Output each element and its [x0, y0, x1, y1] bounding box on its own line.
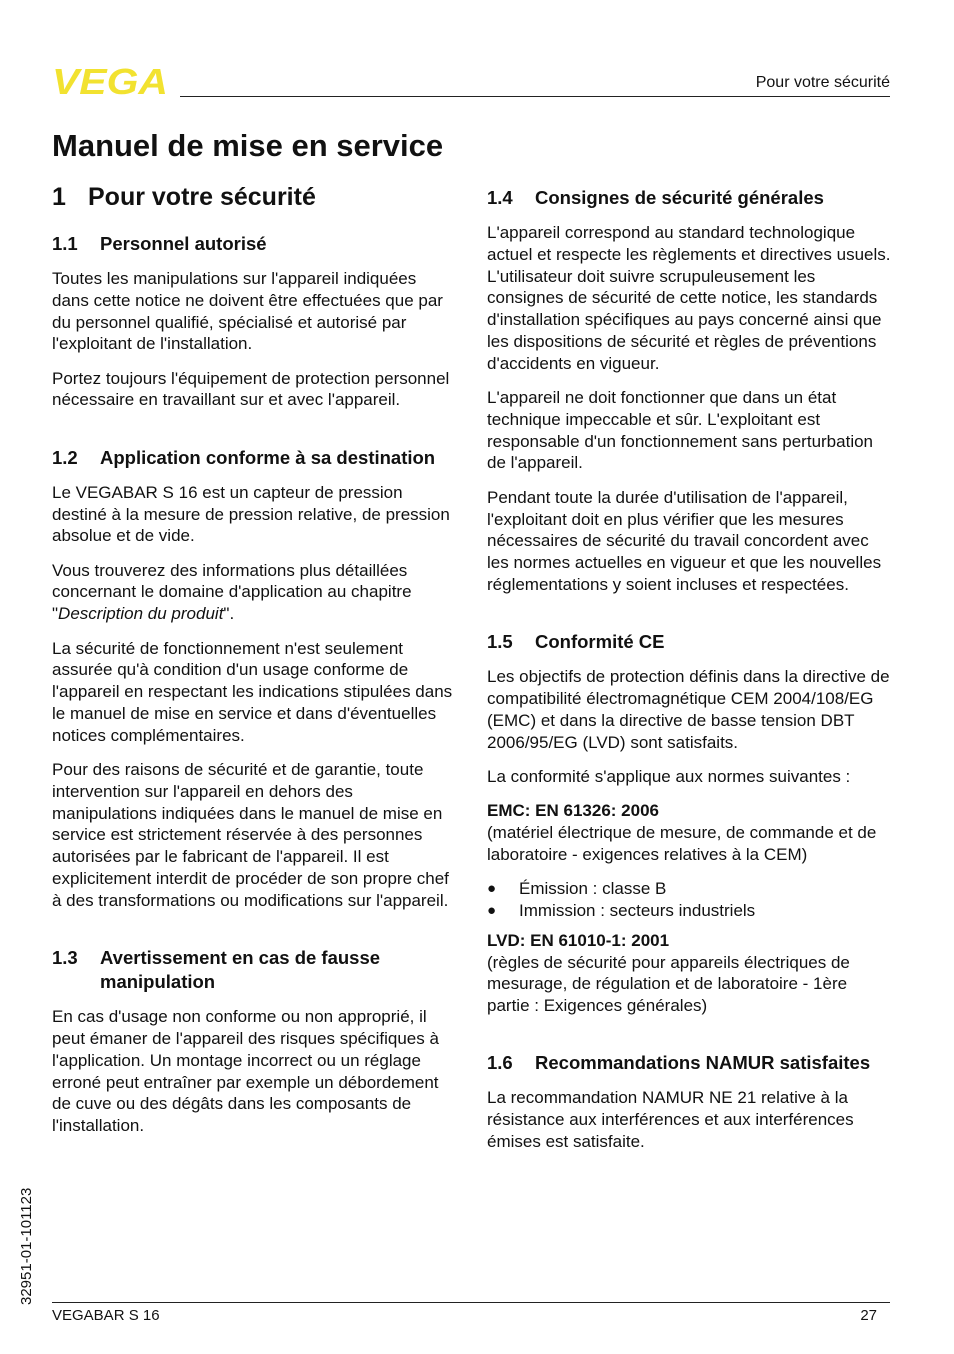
section-1-1-heading: [52, 232, 457, 256]
section-number: 1.1: [52, 233, 78, 254]
emc-norm: [487, 800, 892, 865]
paragraph: Pour des raisons de sécurité et de garantie, toute intervention sur l'appareil en dehors des manipulations indiquées dans le manuel de mise en service est strictement réservée à des personnes autorisées par le fabricant de l'appareil. Il est explicitement interdit de procéder de son propre chef à des transformations ou modifications sur l'appareil.: [52, 760, 449, 910]
document-code: 32951-01-101123: [18, 1187, 35, 1305]
section-1-6-heading: [487, 1051, 892, 1075]
text-run: ".: [223, 604, 235, 624]
left-column: [52, 182, 457, 1149]
bullet-icon: ●: [487, 880, 497, 898]
paragraph: La recommandation NAMUR NE 21 relative à la résistance aux interférences et aux interférences émises est satisfaite.: [487, 1088, 854, 1151]
section-1-number: 1: [52, 183, 66, 211]
lvd-description: (règles de sécurité pour appareils électriques de mesurage, de régulation et de laboratoire - 1ère partie : Exigences générales): [487, 952, 850, 1016]
paragraph: La conformité s'applique aux normes suivantes :: [487, 766, 851, 786]
lvd-norm: [487, 930, 892, 1017]
paragraph: Le VEGABAR S 16 est un capteur de pression destiné à la mesure de pression relative, de pression absolue et de vide.: [52, 482, 450, 546]
paragraph: En cas d'usage non conforme ou non approprié, il peut émaner de l'appareil des risques spécifiques à l'application. Un montage incorrect ou un réglage erroné peut entraîner par exemple un débordement de cuve ou des dégâts dans les composants de l'installation.: [52, 1007, 439, 1136]
section-1-3-heading: [52, 946, 457, 994]
vega-logo: [52, 64, 170, 100]
section-title: Consignes de sécurité générales: [535, 187, 824, 208]
paragraph: L'appareil ne doit fonctionner que dans un état technique impeccable et sûr. L'exploitant est responsable d'un fonctionnement sans perturbation de l'appareil.: [487, 388, 874, 473]
section-title: Avertissement en cas de fausse manipulation: [100, 947, 381, 993]
bullet-icon: ●: [487, 901, 497, 919]
paragraph: Les objectifs de protection définis dans la directive de compatibilité électromagnétique CEM 2004/108/EG (EMC) et dans la directive de basse tension DBT 2006/95/EG (LVD) sont satisfaits.: [487, 667, 890, 752]
page-number: 27: [860, 1307, 877, 1324]
section-title: Personnel autorisé: [100, 233, 267, 254]
section-title: Recommandations NAMUR satisfaites: [535, 1052, 871, 1074]
emc-bullet-list: [487, 878, 892, 922]
chapter-reference: Description du produit: [58, 604, 224, 624]
paragraph: Pendant toute la durée d'utilisation de l'appareil, l'exploitant doit en plus vérifier que les mesures nécessaires de sécurité du travail concordent avec les normes actuelles en vigueur et que les nouvelles réglementations y soient incluses et respectées.: [487, 487, 882, 594]
list-item-text: Immission : secteurs industriels: [519, 900, 756, 920]
section-1-title: Pour votre sécurité: [88, 183, 316, 211]
paragraph: Toutes les manipulations sur l'appareil indiquées dans cette notice ne doivent être effectuées que par du personnel qualifié, spécialisé et autorisé par l'exploitant de l'installation.: [52, 269, 443, 354]
header-section-title: Pour votre sécurité: [755, 74, 890, 91]
paragraph: Portez toujours l'équipement de protection personnel nécessaire en travaillant sur et avec l'appareil.: [52, 368, 450, 410]
list-item: [487, 878, 892, 900]
section-number: 1.2: [52, 446, 78, 468]
lvd-label: LVD: EN 61010-1: 2001: [487, 930, 670, 950]
section-1-5-heading: [487, 630, 892, 654]
emc-label: EMC: EN 61326: 2006: [487, 801, 659, 821]
section-number: 1.3: [52, 947, 78, 969]
list-item-text: Émission : classe B: [519, 879, 667, 899]
logo-text: VEGA: [52, 64, 168, 100]
paragraph: L'appareil correspond au standard technologique actuel et respecte les règlements et directives usuels. L'utilisateur doit suivre scrupuleusement les consignes de sécurité de cette notice, les standards d'installation spécifiques au pays concerné ainsi que les dispositions de sécurité et règles de préventions d'accidents en vigueur.: [487, 223, 891, 373]
section-number: 1.4: [487, 187, 513, 208]
footer-rule: [52, 1302, 890, 1303]
section-1-2-heading: [52, 446, 457, 470]
paragraph: La sécurité de fonctionnement n'est seulement assurée qu'à condition d'un usage conforme de l'appareil en respectant les indications stipulées dans le manuel de mise en service et dans d'éventuelles notices complémentaires.: [52, 638, 453, 745]
section-title: Conformité CE: [535, 631, 665, 653]
list-item: [487, 900, 892, 922]
emc-description: (matériel électrique de mesure, de commande et de laboratoire - exigences relatives à la CEM): [487, 823, 877, 864]
footer-product-name: VEGABAR S 16: [52, 1307, 160, 1324]
header-rule: [180, 96, 890, 97]
section-number: 1.5: [487, 631, 513, 653]
document-title: Manuel de mise en service: [52, 128, 444, 163]
section-1-4-heading: [487, 186, 892, 210]
section-1-heading: [52, 182, 457, 212]
paragraph: [52, 560, 457, 625]
section-number: 1.6: [487, 1052, 513, 1074]
section-title: Application conforme à sa destination: [100, 446, 436, 468]
text-run: Vous trouverez des informations plus détaillées concernant le domaine d'application au chapitre ": [52, 560, 412, 624]
right-column: [487, 186, 892, 1165]
